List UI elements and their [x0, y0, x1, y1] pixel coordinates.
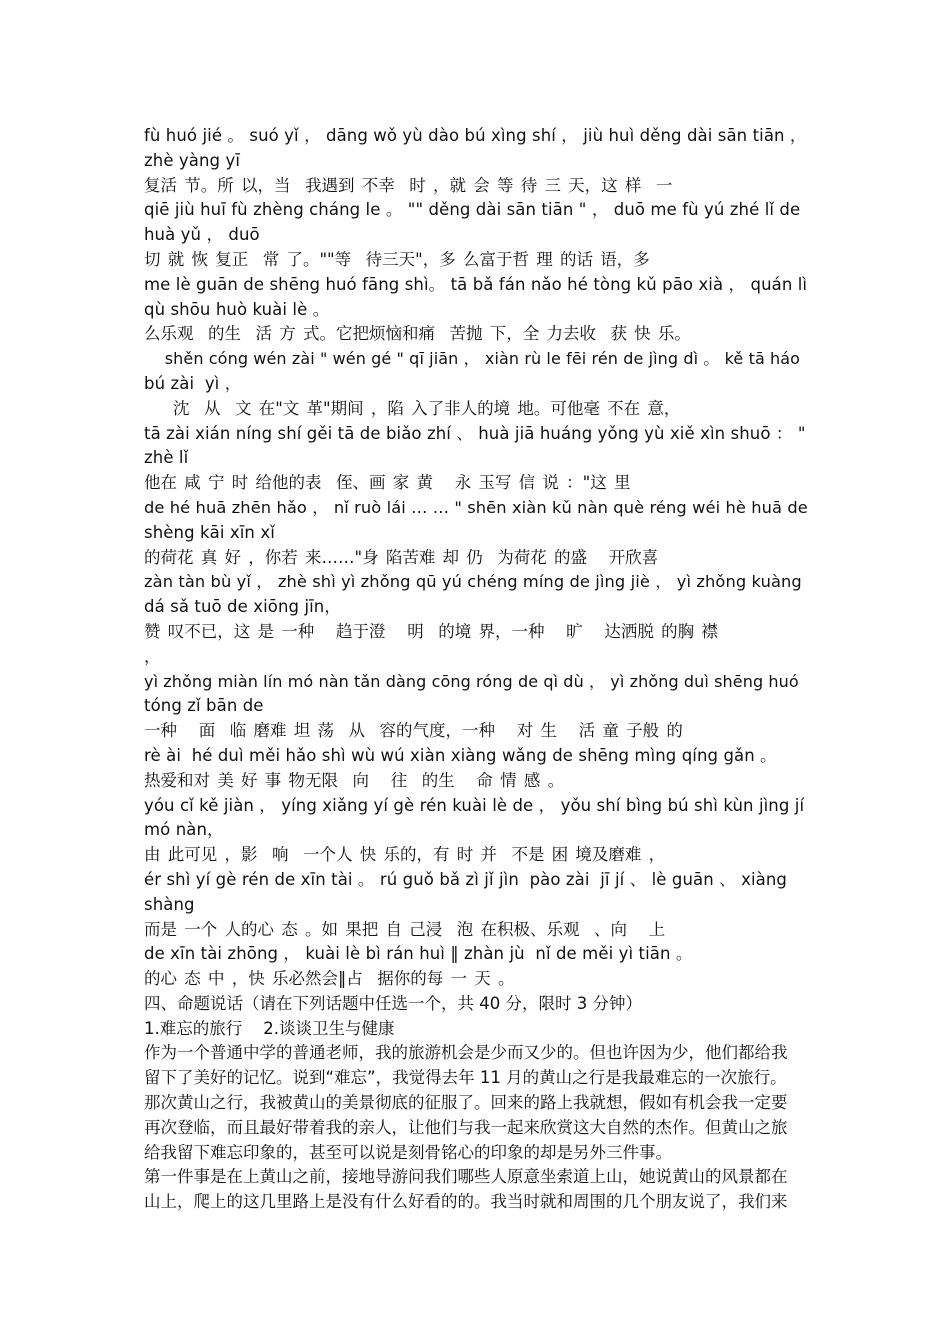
- pinyin-line: tā zài xián níng shí gěi tā de biǎo zhí 、 huà jiā huáng yǒng yù xiě xìn shuō ： ": [144, 423, 806, 443]
- hanzi-line: 一种 面 临 磨难 坦 荡 从 容的气度，一种 对 生 活 童 子般 的: [144, 721, 683, 741]
- text-line: 山上，爬上的这几里路上是没有什么好看的的。我当时就和周围的几个朋友说了，我们来: [144, 1192, 788, 1212]
- hanzi-line: 他在 咸 宁 时 给他的表 侄、画 家 黄 永 玉写 信 说 ："这 里: [144, 473, 631, 493]
- pinyin-line: zhè lǐ: [144, 448, 189, 468]
- text-line: 作为一个普通中学的普通老师，我的旅游机会是少而又少的。但也许因为少，他们都给我: [144, 1043, 788, 1063]
- pinyin-line: ér shì yí gè rén de xīn tài 。 rú guǒ bǎ zì jǐ jìn pào zài jī jí 、 lè guān 、 xiàng: [144, 869, 787, 889]
- hanzi-line: 热爱和对 美 好 事 物无限 向 往 的生 命 情 感 。: [144, 770, 565, 790]
- pinyin-line: tóng zǐ bān de: [144, 696, 264, 716]
- hanzi-line: 的荷花 真 好 ，你若 来……"身 陷苦难 却 仍 为荷花 的盛 开欣喜: [144, 547, 659, 567]
- text-line: 第一件事是在上黄山之前，接地导游问我们哪些人原意坐索道上山，她说黄山的风景都在: [144, 1167, 788, 1187]
- pinyin-line: huà yǔ ， duō: [144, 225, 260, 245]
- pinyin-line: shàng: [144, 894, 195, 914]
- pinyin-line: de xīn tài zhōng ， kuài lè bì rán huì ‖ zhàn jù nǐ de měi yì tiān 。: [144, 944, 693, 964]
- hanzi-line: 而是 一个 人的心 态 。如 果把 自 己浸 泡 在积极、乐观 、向 上: [144, 919, 666, 939]
- pinyin-line: zàn tàn bù yǐ ， zhè shì yì zhǒng qū yú chéng míng de jìng jiè ， yì zhǒng kuàng: [144, 572, 802, 592]
- pinyin-line: zhè yàng yī: [144, 150, 241, 170]
- text-line: 给我留下难忘印象的，甚至可以说是刻骨铭心的印象的却是另外三件事。: [144, 1142, 672, 1162]
- pinyin-line: yóu cǐ kě jiàn ， yíng xiǎng yí gè rén kuài lè de ， yǒu shí bìng bú shì kùn jìng jí: [144, 795, 805, 815]
- pinyin-line: dá sǎ tuō de xiōng jīn，: [144, 597, 341, 617]
- pinyin-line: rè ài hé duì měi hǎo shì wù wú xiàn xiàng wǎng de shēng mìng qíng gǎn 。: [144, 745, 777, 765]
- hanzi-line: 沈 从 文 在"文 革"期间 ，陷 入了非人的境 地。可他毫 不在 意，: [144, 398, 681, 418]
- text-line: 四、命题说话（请在下列话题中任选一个，共 40 分，限时 3 分钟）: [144, 993, 642, 1013]
- pinyin-line: shèng kāi xīn xǐ: [144, 522, 275, 542]
- pinyin-line: fù huó jié 。 suó yǐ ， dāng wǒ yù dào bú xìng shí ， jiù huì děng dài sān tiān ，: [144, 126, 807, 145]
- hanzi-line: 么乐观 的生 活 方 式。它把烦恼和痛 苦抛 下，全 力去收 获 快 乐。: [144, 324, 691, 344]
- text-line: 留下了美好的记忆。说到“难忘”，我觉得去年 11 月的黄山之行是我最难忘的一次旅行。: [144, 1068, 787, 1088]
- pinyin-line: qiē jiù huī fù zhèng cháng le 。 "" děng dài sān tiān " ， duō me fù yú zhé lǐ de: [144, 200, 801, 220]
- pinyin-line: shěn cóng wén zài " wén gé " qī jiān ， xiàn rù le fēi rén de jìng dì 。 kě tā háo: [144, 349, 801, 369]
- text-line: 那次黄山之行，我被黄山的美景彻底的征服了。回来的路上我就想，假如有机会我一定要: [144, 1093, 788, 1113]
- hanzi-line: 由 此可见 ，影 响 一个人 快 乐的，有 时 并 不是 困 境及磨难 ，: [144, 845, 666, 865]
- pinyin-line: de hé huā zhēn hǎo ， nǐ ruò lái … … " shēn xiàn kǔ nàn què réng wéi hè huā de: [144, 497, 808, 517]
- hanzi-line: 复活 节。所 以，当 我遇到 不幸 时 ，就 会 等 待 三 天，这 样 一: [144, 175, 673, 195]
- hanzi-line: 赞 叹不已，这 是 一种 趋于澄 明 的境 界，一种 旷 达洒脱 的胸 襟: [144, 621, 718, 641]
- pinyin-line: me lè guān de shēng huó fāng shì。 tā bǎ fán nǎo hé tòng kǔ pāo xià ， quán lì: [144, 274, 808, 294]
- pinyin-line: mó nàn，: [144, 820, 224, 840]
- document-body: [144, 124, 808, 1215]
- pinyin-line: bú zài yì ，: [144, 373, 242, 393]
- text-line: 再次登临，而且最好带着我的亲人，让他们与我一起来欣赏这大自然的杰作。但黄山之旅: [144, 1117, 788, 1137]
- hanzi-line: 切 就 恢 复正 常 了。""等 待三天"，多 么富于哲 理 的话 语，多: [144, 249, 650, 269]
- hanzi-line: ，: [144, 646, 161, 666]
- pinyin-line: yì zhǒng miàn lín mó nàn tǎn dàng cōng róng de qì dù ， yì zhǒng duì shēng huó: [144, 671, 799, 691]
- text-line: 1.难忘的旅行 2.谈谈卫生与健康: [144, 1018, 395, 1038]
- hanzi-line: 的心 态 中 ，快 乐必然会‖占 据你的每 一 天 。: [144, 969, 515, 989]
- pinyin-line: qù shōu huò kuài lè 。: [144, 299, 330, 319]
